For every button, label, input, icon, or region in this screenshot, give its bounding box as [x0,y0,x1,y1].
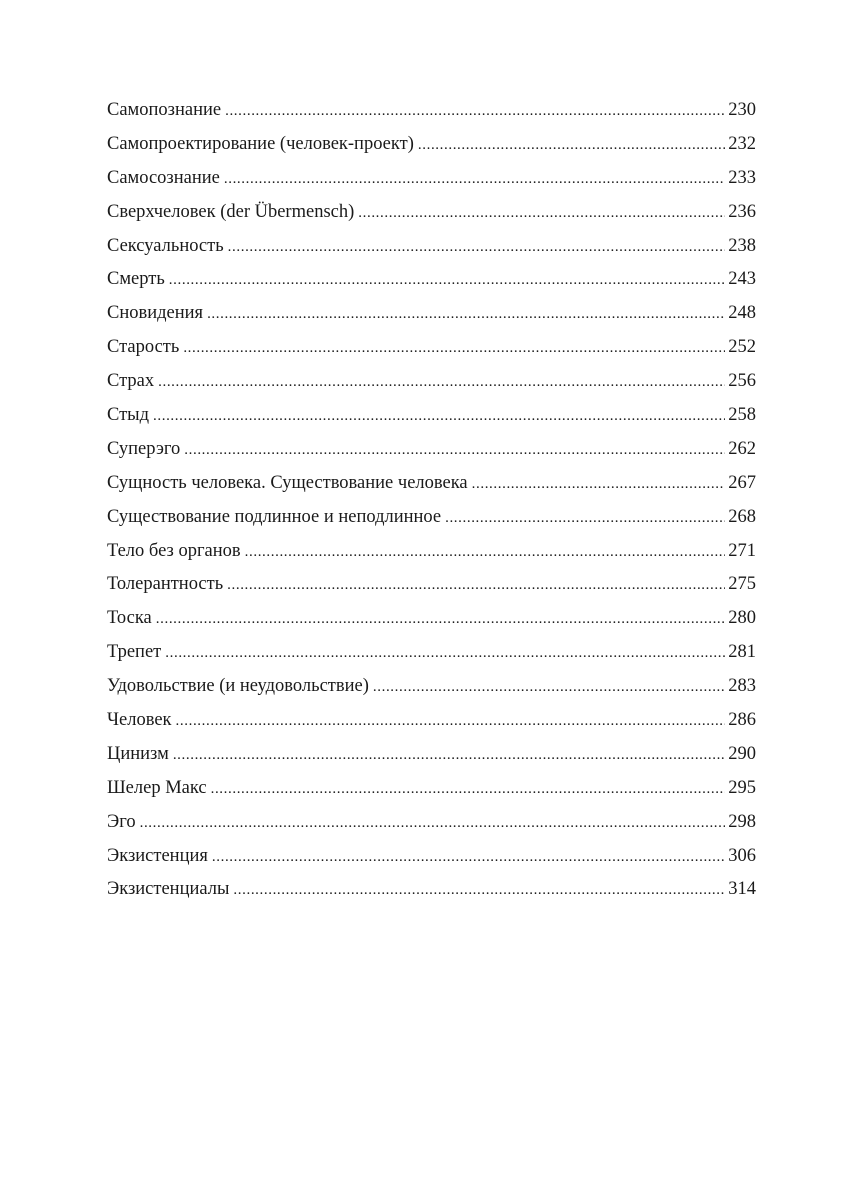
toc-dot-leader [140,808,726,837]
toc-entry-page: 283 [728,676,756,697]
toc-entry-title: Толерантность [107,574,224,595]
toc-entry-page: 262 [728,438,756,459]
toc-dot-leader [156,604,725,633]
toc-entry [107,842,756,876]
toc-dot-leader [184,435,725,464]
toc-entry [107,96,756,130]
toc-dot-leader [165,638,725,667]
toc-entry-title: Самопознание [107,100,222,120]
toc-entry [107,198,756,232]
toc-dot-leader [445,503,725,532]
toc-entry [107,130,756,164]
toc-entry [107,401,756,435]
toc-entry-page: 267 [728,472,756,493]
toc-entry-page: 243 [728,269,756,290]
toc-entry-title: Самосознание [107,167,220,188]
toc-entry-page: 281 [728,642,756,663]
toc-entry-page: 258 [728,405,756,426]
toc-entry-title: Самопроектирование (человек-проект) [107,133,414,154]
toc-dot-leader [211,774,726,803]
toc-entry-title: Сущность человека. Существование человека [107,472,468,493]
toc-entry [107,706,756,740]
toc-entry [107,808,756,842]
toc-entry-title: Цинизм [107,743,169,764]
toc-dot-leader [207,299,725,328]
toc-entry-page: 314 [728,879,756,900]
toc-dot-leader [245,537,726,566]
toc-entry [107,265,756,299]
table-of-contents [107,96,756,909]
toc-entry-page: 256 [728,371,756,392]
toc-entry [107,367,756,401]
toc-entry [107,232,756,266]
toc-entry-title: Экзистенциалы [107,879,230,900]
toc-dot-leader [212,842,725,871]
toc-dot-leader [227,570,725,599]
toc-entry [107,604,756,638]
toc-dot-leader [176,706,726,735]
toc-dot-leader [183,333,725,362]
toc-entry-page: 286 [728,710,756,731]
toc-entry [107,774,756,808]
toc-entry-page: 232 [728,133,756,154]
toc-entry-title: Старость [107,337,180,358]
toc-dot-leader [358,198,725,227]
toc-entry-title: Шелер Макс [107,777,207,798]
toc-entry-title: Стыд [107,405,150,426]
toc-dot-leader [169,265,725,294]
toc-dot-leader [418,130,725,159]
toc-entry-title: Сверхчеловек (der Übermensch) [107,201,355,222]
toc-dot-leader [373,672,725,701]
toc-entry-title: Сновидения [107,303,204,324]
toc-dot-leader [173,740,725,769]
toc-entry [107,469,756,503]
toc-entry-title: Существование подлинное и неподлинное [107,506,442,527]
toc-entry-page: 290 [728,743,756,764]
toc-entry-title: Тоска [107,608,152,629]
toc-entry-page: 280 [728,608,756,629]
toc-entry [107,570,756,604]
toc-entry [107,435,756,469]
toc-entry-title: Суперэго [107,438,181,459]
toc-entry [107,503,756,537]
toc-entry [107,740,756,774]
toc-entry-title: Страх [107,371,155,392]
toc-entry-title: Эго [107,811,136,832]
toc-entry-page: 298 [728,811,756,832]
toc-dot-leader [158,367,725,396]
toc-entry-title: Тело без органов [107,540,241,561]
toc-entry [107,333,756,367]
toc-dot-leader [233,875,725,904]
toc-entry-page: 248 [728,303,756,324]
toc-entry-page: 230 [728,100,756,120]
toc-entry-title: Экзистенция [107,845,208,866]
toc-entry-page: 236 [728,201,756,222]
toc-entry-page: 252 [728,337,756,358]
toc-dot-leader [224,164,725,193]
toc-entry-title: Трепет [107,642,162,663]
toc-dot-leader [225,96,725,125]
toc-entry-page: 295 [728,777,756,798]
toc-entry-title: Удовольствие (и неудовольствие) [107,676,369,697]
toc-dot-leader [472,469,726,498]
toc-entry-page: 268 [728,506,756,527]
toc-entry-page: 306 [728,845,756,866]
toc-entry [107,672,756,706]
toc-entry [107,537,756,571]
toc-dot-leader [153,401,725,430]
toc-entry-title: Человек [107,710,172,731]
toc-entry-page: 233 [728,167,756,188]
toc-entry [107,164,756,198]
toc-entry [107,638,756,672]
toc-entry [107,875,756,909]
toc-dot-leader [228,232,726,261]
toc-entry-page: 238 [728,235,756,256]
toc-entry-page: 271 [728,540,756,561]
toc-entry-title: Сексуальность [107,235,224,256]
toc-entry-title: Смерть [107,269,165,290]
toc-entry-page: 275 [728,574,756,595]
toc-entry [107,299,756,333]
